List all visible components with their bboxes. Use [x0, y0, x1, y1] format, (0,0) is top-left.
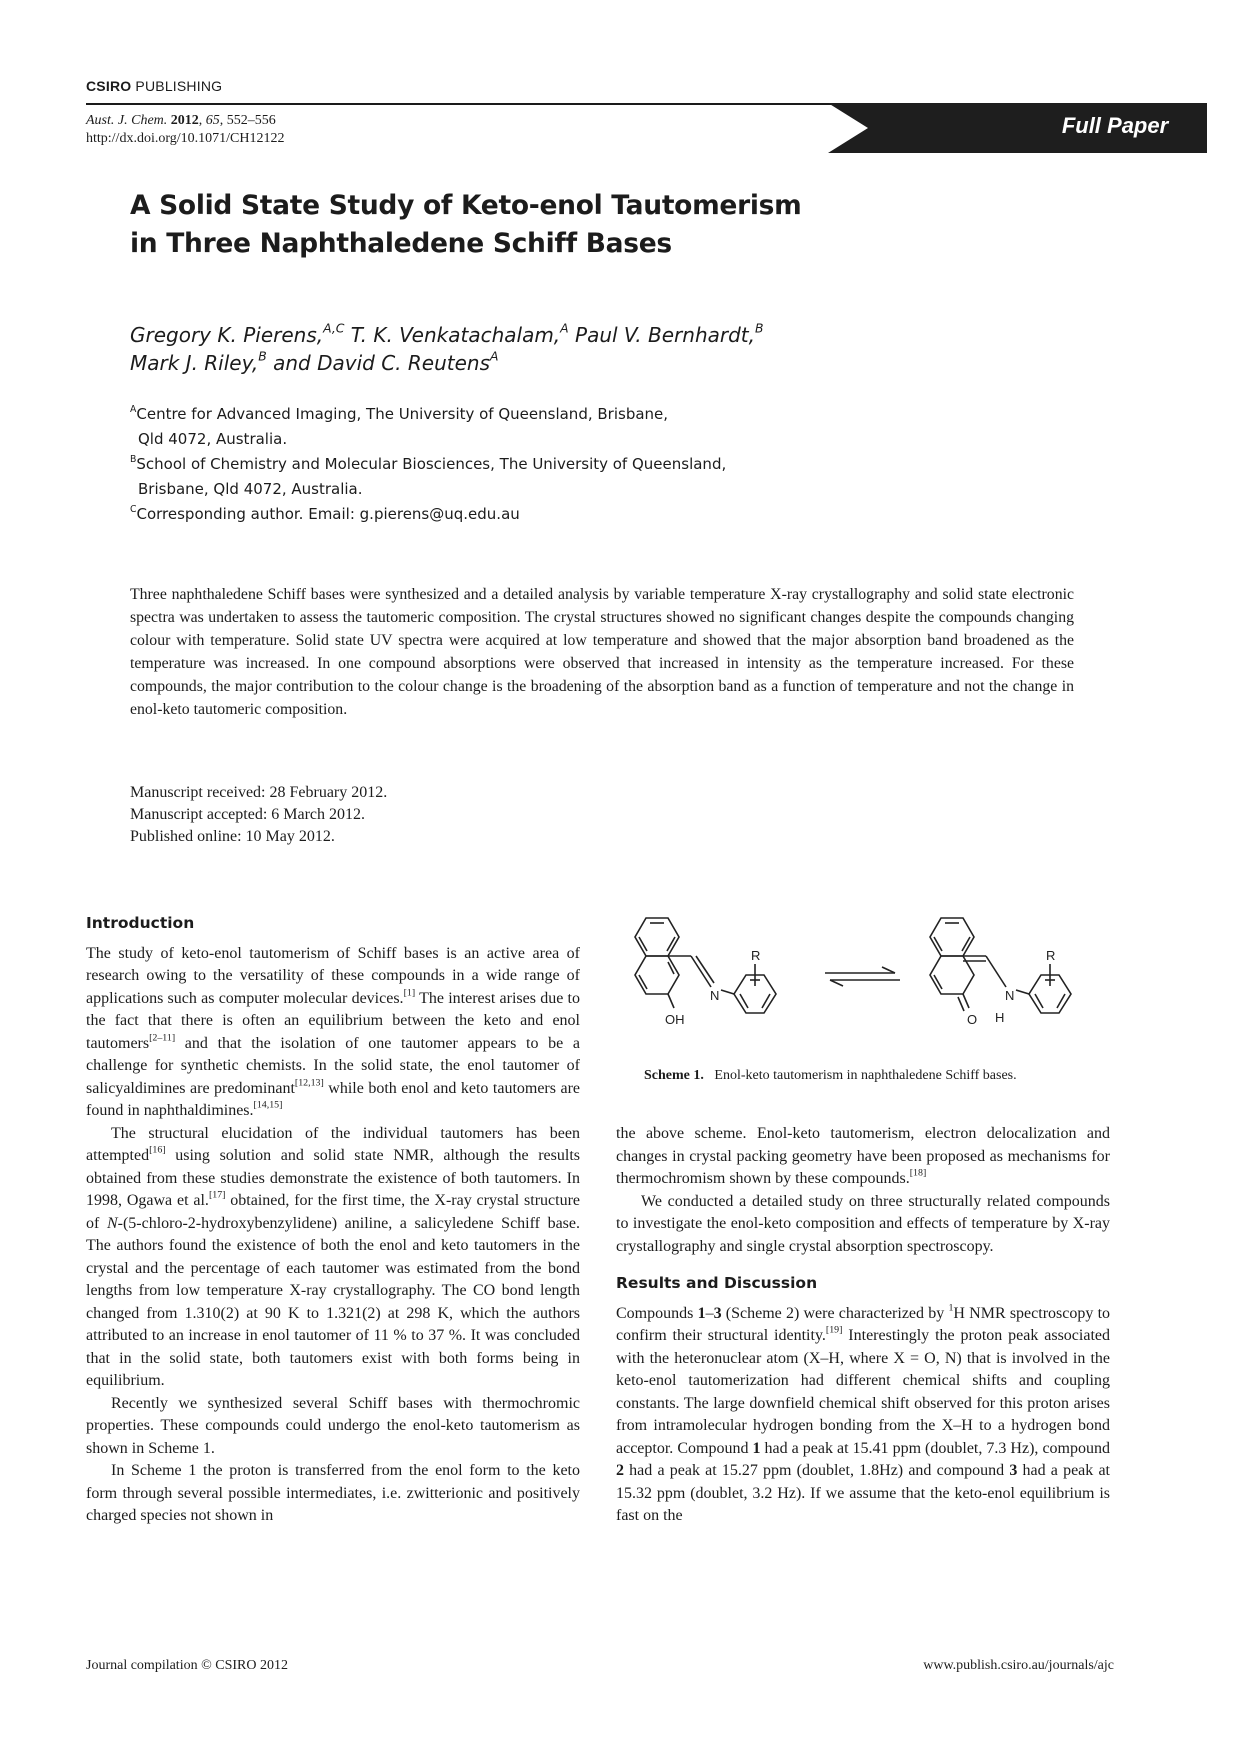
ref-2-11[interactable]: [2–11] [149, 1032, 176, 1044]
publisher-rest: PUBLISHING [131, 78, 223, 94]
ref-18[interactable]: [18] [909, 1167, 927, 1179]
res-text-g: had a peak at 15.27 ppm (doublet, 1.8Hz) and compound [624, 1462, 1010, 1479]
citation: Aust. J. Chem. 2012, 65, 552–556 http://dx.doi.org/10.1071/CH12122 [86, 113, 285, 146]
compound-2-bold: 2 [616, 1462, 624, 1479]
affiliations [130, 402, 1030, 527]
nmr-isotope: 1 [948, 1302, 954, 1314]
compound-1-ref: 1 [697, 1304, 706, 1322]
author-4-affil: B [258, 348, 267, 364]
intro-p2-text-b: using solution and solid state NMR, although the results obtained from these studies demonstrate the existence of both tautomers. In 1998, Ogawa et al. [86, 1147, 580, 1209]
date-online: Published online: 10 May 2012. [130, 828, 335, 845]
journal-pages: , 552–556 [219, 113, 276, 128]
title-line-2: in Three Naphthaledene Schiff Bases [130, 228, 672, 259]
intro-paragraph-1 [86, 943, 580, 1123]
right-paragraph-1 [616, 1123, 1110, 1191]
right-p1-text: the above scheme. Enol-keto tautomerism, electron delocalization and changes in crystal packing geometry have been proposed as mechanisms for thermochromism shown by these compounds. [616, 1125, 1110, 1187]
substituent-r-left: R [751, 948, 761, 963]
res-text-c: (Scheme 2) were characterized by [721, 1304, 949, 1322]
author-3: Paul V. Bernhardt, [568, 323, 755, 347]
badge-label: Full Paper [1061, 113, 1169, 138]
nh-hydrogen-label: H [995, 1010, 1005, 1025]
equilibrium-arrows [825, 967, 900, 986]
author-2-affil: A [560, 320, 569, 336]
intro-paragraph-3: Recently we synthesized several Schiff bases with thermochromic properties. These compounds could undergo the enol-keto tautomerism as shown in Scheme 1. [86, 1394, 580, 1457]
nitrogen-left: N [710, 988, 720, 1003]
date-received: Manuscript received: 28 February 2012. [130, 784, 388, 801]
paper-title [130, 187, 1030, 263]
title-line-1: A Solid State Study of Keto-enol Tautomerism [130, 190, 802, 221]
affil-a-mark: A [130, 404, 137, 416]
affiliation-c [130, 502, 1030, 527]
affiliation-b [130, 452, 1030, 477]
hydroxyl-label: OH [665, 1012, 685, 1027]
affil-c-line1: Corresponding author. Email: g.pierens@uq.edu.au [136, 505, 520, 523]
author-list [130, 321, 1030, 377]
author-1-affil: A,C [323, 320, 345, 336]
affil-b-mark: B [130, 454, 137, 466]
ref-17[interactable]: [17] [208, 1189, 226, 1201]
date-accepted: Manuscript accepted: 6 March 2012. [130, 806, 366, 823]
manuscript-dates [130, 782, 387, 848]
scheme-1-caption-text: Enol-keto tautomerism in naphthaledene Schiff bases. [714, 1068, 1017, 1083]
footer-copyright: Journal compilation © CSIRO 2012 [86, 1658, 288, 1673]
enol-structure [635, 918, 776, 1013]
ref-12-13[interactable]: [12,13] [294, 1077, 324, 1089]
results-heading: Results and Discussion [616, 1274, 818, 1292]
affil-b-line1: School of Chemistry and Molecular Biosciences, The University of Queensland, [136, 455, 727, 473]
intro-p1-text-c: and that the isolation of one tautomer appears to be a challenge for synthetic chemists. In the solid state, the enol tautomer of salicyaldimines are predominant [86, 1034, 580, 1097]
left-column [86, 912, 580, 1528]
publisher-name: CSIRO [86, 78, 132, 94]
abstract: Three naphthaledene Schiff bases were synthesized and a detailed analysis by variable temperature X-ray crystallography and solid state electronic spectra was undertaken to assess the tautomeric composition. The crystal structures showed no significant changes despite the compounds changing colour with temperature. Solid state UV spectra were acquired at low temperature and showed that the major absorption band broadened as the temperature was increased. In one compound absorptions were observed that increased in intensity as the temperature increased. For these compounds, the major contribution to the colour change is the broadening of the absorption band as a function of temperature and not the change in enol-keto tautomeric composition. [130, 586, 1074, 718]
ref-14-15[interactable]: [14,15] [253, 1099, 283, 1111]
compound-3-ref: 3 [713, 1304, 722, 1322]
ref-16[interactable]: [16] [149, 1144, 166, 1156]
res-text-d: H NMR spectroscopy to confirm their structural identity. [616, 1304, 1111, 1344]
right-paragraph-2: We conducted a detailed study on three structurally related compounds to investigate the enol-keto composition and effects of temperature by X-ray crystallography and single crystal absorption spectroscopy. [616, 1192, 1110, 1255]
compound-3-bold: 3 [1009, 1462, 1018, 1479]
results-paragraph-1 [616, 1303, 1110, 1528]
journal-name: Aust. J. Chem. [86, 113, 168, 128]
intro-p2-text-a: The structural elucidation of the individual tautomers has been attempted [86, 1124, 580, 1164]
right-column [616, 1123, 1110, 1528]
scheme-1-label: Scheme 1. [644, 1068, 704, 1083]
affil-a-line2: Qld 4072, Australia. [138, 430, 288, 448]
res-text-h: had a peak at 15.32 ppm (doublet, 3.2 Hz). If we assume that the keto-enol equilibrium is fast on the [616, 1462, 1110, 1524]
journal-volume: 65 [205, 113, 220, 128]
author-3-affil: B [755, 320, 764, 336]
compound-1-bold: 1 [752, 1439, 761, 1457]
intro-p2-text-d: -(5-chloro-2-hydroxybenzylidene) aniline, a salicyledene Schiff base. The authors found the existence of both the enol and keto tautomers in the crystal and the percentage of each tautomer was estimated from the bond lengths from low temperature X-ray crystallography. The CO bond length changed from 1.310(2) at 90 K to 1.321(2) at 298 K, which the authors attributed to an increase in enol tautomer of 11 % to 37 %. It was concluded that in the solid state, both tautomers exist with both forms being in equilibrium. [86, 1214, 581, 1389]
res-text-e: Interestingly the proton peak associated with the heteronuclear atom (X–H, where X = O, N) that is involved in the keto-enol tautomerization had different chemical shifts and coupling constants. The large downfield chemical shift observed for this proton arises from intramolecular hydrogen bonding from the X–H to a hydrogen bond acceptor. Compound [616, 1327, 1111, 1457]
intro-paragraph-2 [86, 1123, 580, 1393]
keto-structure [930, 918, 1071, 1013]
intro-p2-text-c: obtained, for the first time, the X-ray crystal structure of [86, 1192, 581, 1232]
intro-p1-text-b: The interest arises due to the fact that there is often an equilibrium between the keto and enol tautomers [86, 989, 581, 1052]
author-5: and David C. Reutens [266, 351, 491, 375]
journal-year: 2012 [170, 113, 199, 128]
author-4: Mark J. Riley, [130, 351, 259, 375]
scheme-1-figure [610, 906, 1130, 1056]
res-text-a: Compounds [616, 1304, 698, 1322]
author-5-affil: A [490, 348, 499, 364]
intro-p2-italic-n: N [106, 1214, 118, 1232]
intro-paragraph-4: In Scheme 1 the proton is transferred from the enol form to the keto form through several possible intermediates, i.e. zwitterionic and positively charged species not shown in [86, 1462, 580, 1524]
author-2: T. K. Venkatachalam, [344, 323, 561, 347]
substituent-r-right: R [1046, 948, 1056, 963]
intro-p1-text-d: while both enol and keto tautomers are found in naphthaldimines. [86, 1079, 580, 1119]
affil-b-line2: Brisbane, Qld 4072, Australia. [138, 480, 363, 498]
ref-1[interactable]: [1] [403, 987, 416, 999]
introduction-heading: Introduction [86, 914, 195, 932]
publisher-label [86, 78, 222, 94]
carbonyl-oxygen-label: O [967, 1012, 978, 1027]
ref-19[interactable]: [19] [825, 1324, 843, 1336]
affil-c-mark: C [130, 504, 137, 516]
intro-p1-text-a: The study of keto-enol tautomerism of Schiff bases is an active area of research owing to the versatility of these compounds in a wide range of applications such as computer molecular devices. [86, 944, 580, 1007]
footer-url[interactable]: www.publish.csiro.au/journals/ajc [923, 1658, 1114, 1673]
nitrogen-right: N [1005, 988, 1015, 1003]
affiliation-a [130, 402, 1030, 427]
author-1: Gregory K. Pierens, [130, 323, 324, 347]
doi-link[interactable]: http://dx.doi.org/10.1071/CH12122 [86, 131, 285, 146]
affil-a-line1: Centre for Advanced Imaging, The University of Queensland, Brisbane, [136, 405, 669, 423]
scheme-1-caption [644, 1068, 1017, 1084]
res-text-f: had a peak at 15.41 ppm (doublet, 7.3 Hz), compound [760, 1439, 1110, 1457]
res-dash: – [705, 1304, 714, 1322]
